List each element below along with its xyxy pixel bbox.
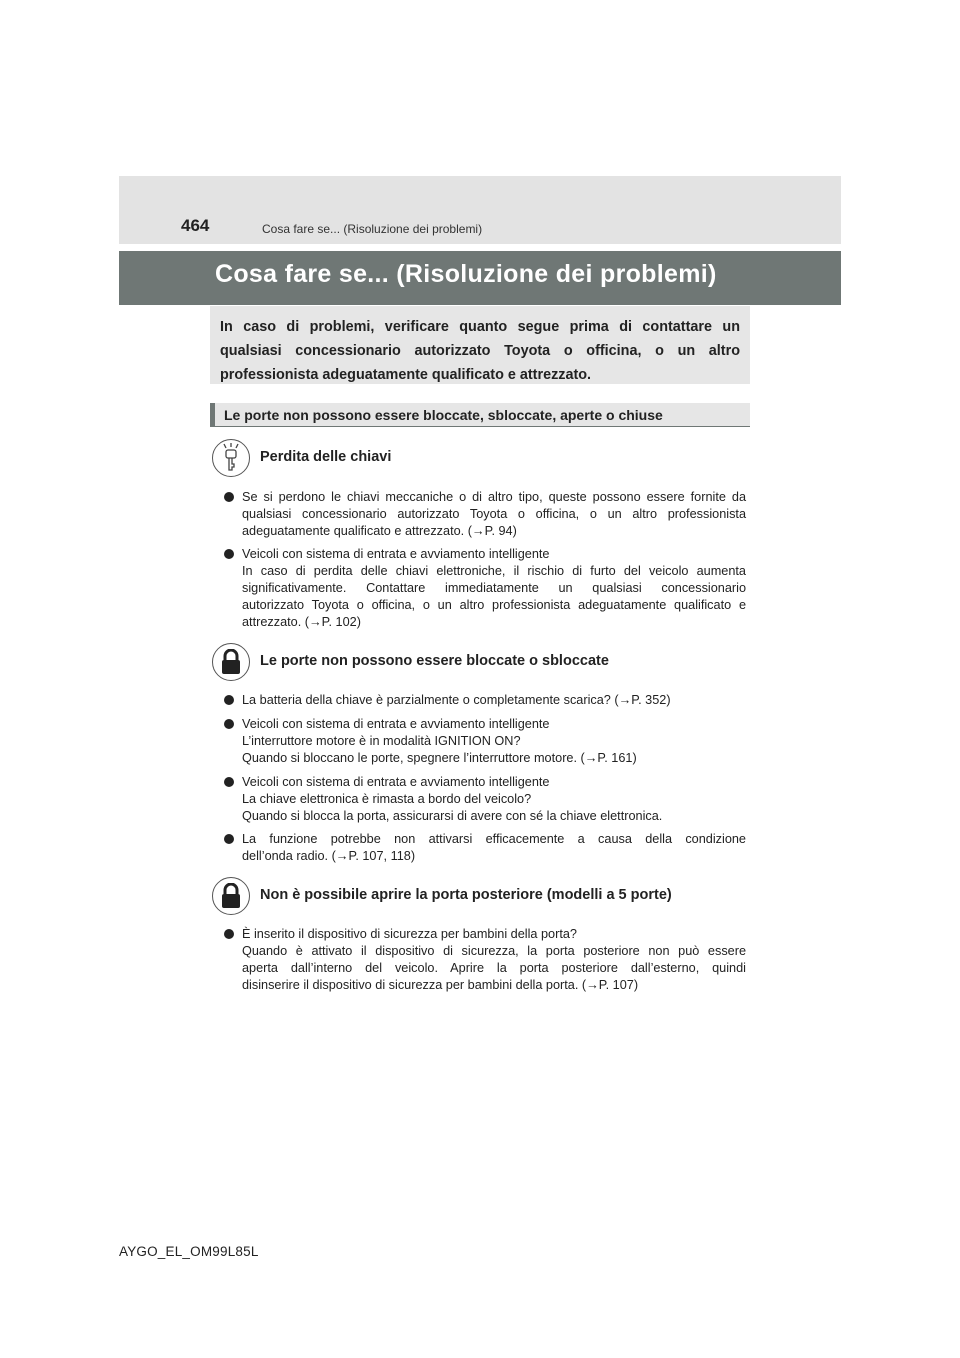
bullet-line: adeguatamente qualificato e attrezzato. (→P. 94) xyxy=(242,524,517,538)
bullet-line: Se si perdono le chiavi meccaniche o di altro tipo, queste possono essere fornite da xyxy=(242,490,746,504)
page-title: Cosa fare se... (Risoluzione dei problemi) xyxy=(215,260,717,288)
bullet-line: Veicoli con sistema di entrata e avviamento intelligente xyxy=(242,717,550,731)
bullet-line: L’interruttore motore è in modalità IGNITION ON? xyxy=(242,734,521,748)
intro-line: qualsiasi concessionario autorizzato Toyota o officina, o un altro xyxy=(220,343,740,359)
bullet-dot xyxy=(224,834,234,844)
list-item xyxy=(224,774,746,825)
bullet-line: Veicoli con sistema di entrata e avviamento intelligente xyxy=(242,547,550,561)
padlock-icon xyxy=(212,643,250,681)
page-number: 464 xyxy=(181,216,210,235)
bullet-line: Quando si bloccano le porte, spegnere l’interruttore motore. (→P. 161) xyxy=(242,751,637,765)
bullet-line: autorizzato Toyota o officina, o un altro professionista adeguatamente qualificato e xyxy=(242,598,746,612)
list-item xyxy=(224,926,746,994)
bullet-dot xyxy=(224,719,234,729)
bullet-dot xyxy=(224,777,234,787)
list-item xyxy=(224,692,746,709)
bullet-dot xyxy=(224,549,234,559)
bullet-line: Quando è attivato il dispositivo di sicurezza, la porta posteriore non può essere xyxy=(242,944,746,958)
bullet-line: attrezzato. (→P. 102) xyxy=(242,615,361,629)
list-item xyxy=(224,831,746,865)
subheading-text: Le porte non possono essere bloccate o sbloccate xyxy=(260,653,609,669)
bullet-dot xyxy=(224,929,234,939)
list-item xyxy=(224,716,746,767)
bullet-line: La chiave elettronica è rimasta a bordo del veicolo? xyxy=(242,792,532,806)
section-heading: Le porte non possono essere bloccate, sbloccate, aperte o chiuse xyxy=(210,403,750,427)
bullet-line: dell’onda radio. (→P. 107, 118) xyxy=(242,849,416,863)
list-item xyxy=(224,546,746,631)
bullet-line: qualsiasi concessionario autorizzato Toyota o officina, o un altro professionista xyxy=(242,507,746,521)
padlock-icon xyxy=(212,877,250,915)
bullet-line: Quando si blocca la porta, assicurarsi di avere con sé la chiave elettronica. xyxy=(242,809,663,823)
bullet-line: aperta dall’interno del veicolo. Aprire la porta posteriore dall’esterno, quindi xyxy=(242,961,746,975)
title-banner xyxy=(119,251,841,305)
bullet-dot xyxy=(224,492,234,502)
bullet-dot xyxy=(224,695,234,705)
bullet-line: Veicoli con sistema di entrata e avviamento intelligente xyxy=(242,775,550,789)
bullet-line: In caso di perdita delle chiavi elettroniche, il rischio di furto del veicolo aumenta xyxy=(242,564,746,578)
bullet-line: È inserito il dispositivo di sicurezza per bambini della porta? xyxy=(242,927,577,941)
bullet-line: significativamente. Contattare immediatamente un qualsiasi concessionario xyxy=(242,581,746,595)
intro-box xyxy=(210,306,750,384)
list-item xyxy=(224,489,746,540)
subheading-text: Perdita delle chiavi xyxy=(260,449,392,465)
bullet-line: La funzione potrebbe non attivarsi efficacemente a causa della condizione xyxy=(242,832,746,846)
intro-line: professionista adeguatamente qualificato e attrezzato. xyxy=(220,367,592,383)
bullet-line: disinserire il dispositivo di sicurezza per bambini della porta. (→P. 107) xyxy=(242,978,639,992)
subheading-text: Non è possibile aprire la porta posteriore (modelli a 5 porte) xyxy=(260,887,672,903)
bullet-line: La batteria della chiave è parzialmente o completamente scarica? (→P. 352) xyxy=(242,693,671,707)
key-icon xyxy=(212,439,250,477)
intro-line: In caso di problemi, verificare quanto segue prima di contattare un xyxy=(220,319,740,335)
header-section-title: Cosa fare se... (Risoluzione dei problemi) xyxy=(262,222,483,236)
footer-code: AYGO_EL_OM99L85L xyxy=(119,1244,259,1259)
